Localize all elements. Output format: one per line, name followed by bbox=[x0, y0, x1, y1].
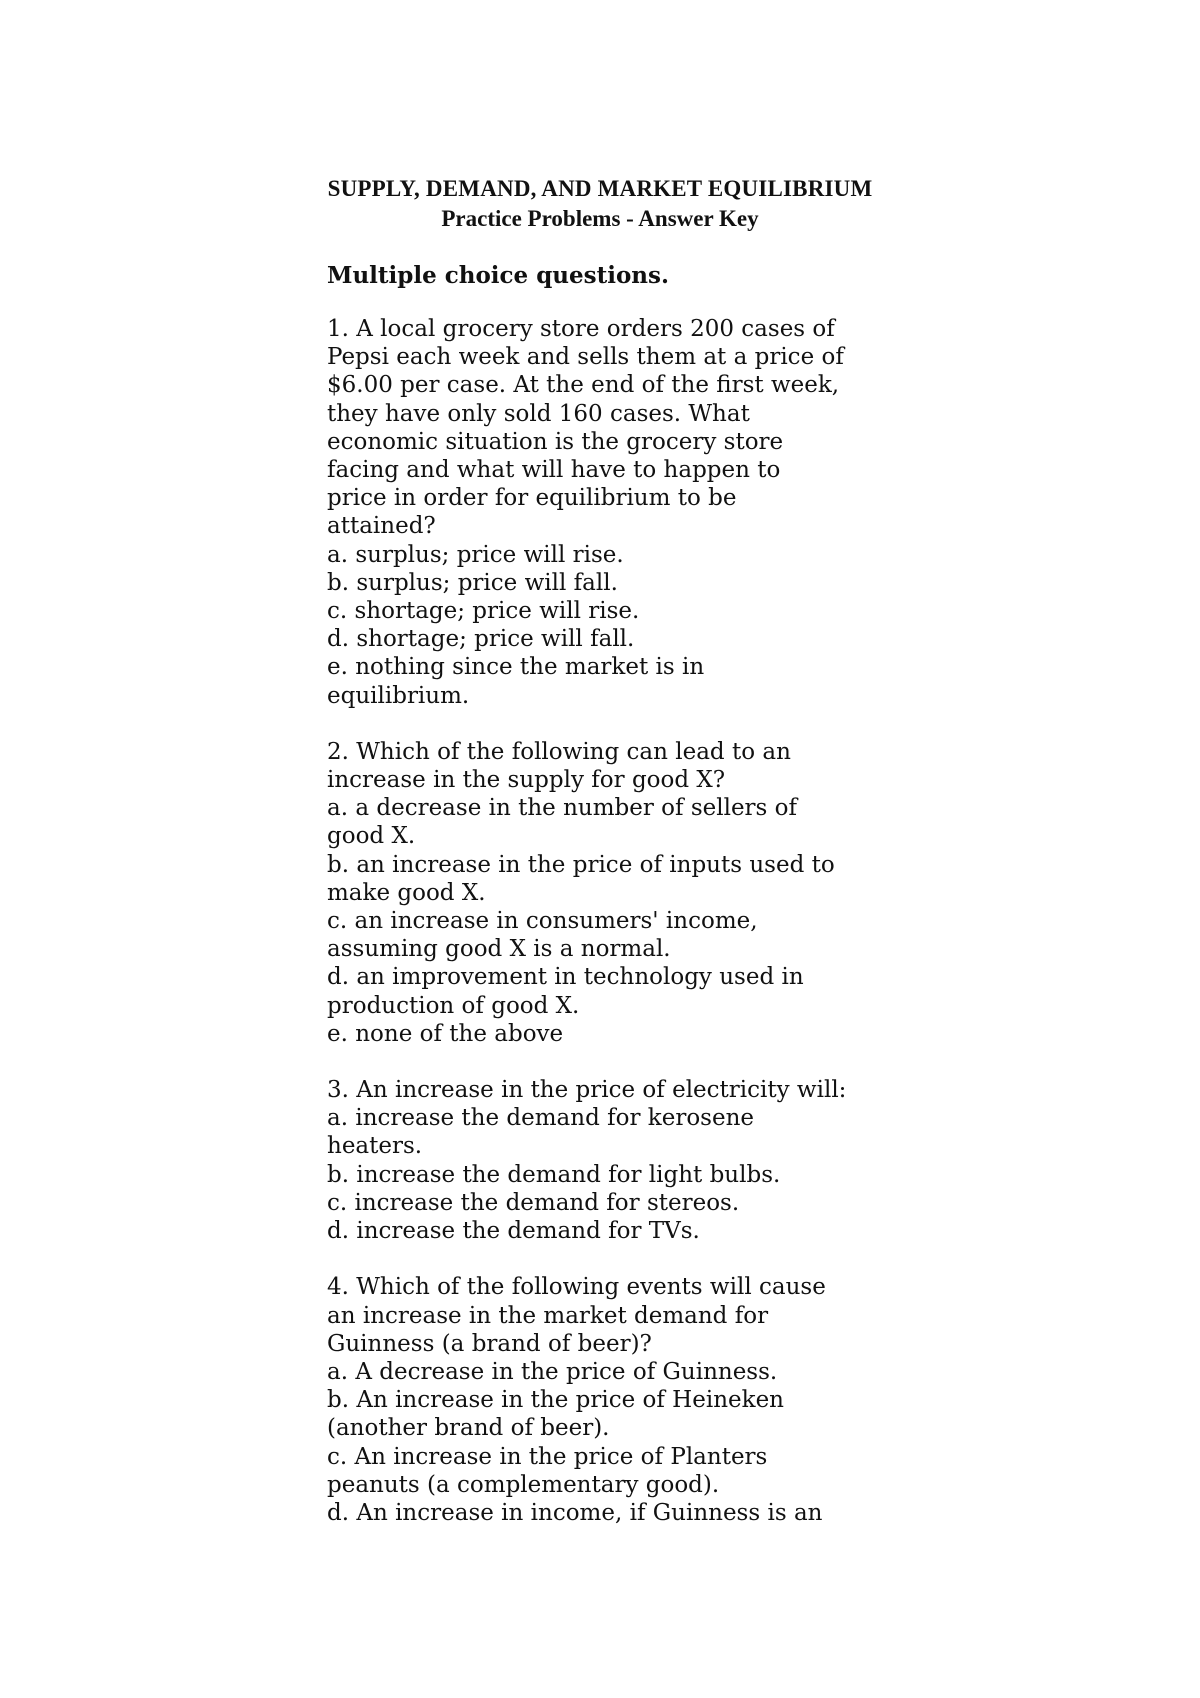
question-line: Pepsi each week and sells them at a price of bbox=[327, 344, 844, 371]
answer-option: make good X. bbox=[327, 879, 486, 906]
question-line: increase in the supply for good X? bbox=[327, 767, 726, 794]
question-line: they have only sold 160 cases. What bbox=[327, 400, 750, 427]
answer-option: a. a decrease in the number of sellers of bbox=[327, 795, 798, 822]
question-line: price in order for equilibrium to be bbox=[327, 485, 737, 512]
answer-option: d. An increase in income, if Guinness is an bbox=[327, 1499, 823, 1526]
answer-option: b. An increase in the price of Heineken bbox=[327, 1387, 784, 1414]
question-line: facing and what will have to happen to bbox=[327, 457, 781, 484]
answer-option: d. an improvement in technology used in bbox=[327, 964, 804, 991]
answer-option: c. shortage; price will rise. bbox=[327, 598, 640, 625]
question-3 bbox=[327, 1076, 987, 1245]
section-heading: Multiple choice questions. bbox=[327, 262, 669, 289]
answer-option: good X. bbox=[327, 823, 416, 850]
answer-option: production of good X. bbox=[327, 992, 580, 1019]
answer-option: equilibrium. bbox=[327, 682, 470, 709]
answer-option: d. increase the demand for TVs. bbox=[327, 1218, 700, 1245]
document-title: SUPPLY, DEMAND, AND MARKET EQUILIBRIUM bbox=[327, 176, 873, 201]
answer-option: a. surplus; price will rise. bbox=[327, 541, 624, 568]
document-body bbox=[327, 261, 987, 1555]
answer-option: a. increase the demand for kerosene bbox=[327, 1105, 755, 1132]
question-line: an increase in the market demand for bbox=[327, 1302, 769, 1329]
question-line: 2. Which of the following can lead to an bbox=[327, 738, 791, 765]
answer-option: d. shortage; price will fall. bbox=[327, 626, 635, 653]
answer-option: e. nothing since the market is in bbox=[327, 654, 705, 681]
question-line: 1. A local grocery store orders 200 cases of bbox=[327, 316, 835, 342]
question-line: Guinness (a brand of beer)? bbox=[327, 1330, 652, 1357]
answer-option: c. an increase in consumers' income, bbox=[327, 908, 758, 935]
question-4 bbox=[327, 1273, 987, 1527]
question-line: economic situation is the grocery store bbox=[327, 428, 784, 455]
question-line: 3. An increase in the price of electricity will: bbox=[327, 1077, 847, 1104]
answer-option: b. an increase in the price of inputs used to bbox=[327, 851, 835, 878]
answer-option: (another brand of beer). bbox=[327, 1415, 610, 1442]
question-line: 4. Which of the following events will cause bbox=[327, 1274, 826, 1301]
answer-option: e. none of the above bbox=[327, 1020, 564, 1047]
answer-option: heaters. bbox=[327, 1133, 423, 1160]
answer-option: c. An increase in the price of Planters bbox=[327, 1443, 768, 1470]
answer-option: a. A decrease in the price of Guinness. bbox=[327, 1358, 778, 1385]
answer-option: peanuts (a complementary good). bbox=[327, 1471, 720, 1498]
question-line: attained? bbox=[327, 513, 436, 540]
answer-option: c. increase the demand for stereos. bbox=[327, 1189, 740, 1216]
answer-option: b. increase the demand for light bulbs. bbox=[327, 1161, 781, 1188]
question-line: $6.00 per case. At the end of the first week, bbox=[327, 372, 840, 399]
document-subtitle: Practice Problems - Answer Key bbox=[441, 206, 759, 231]
question-1 bbox=[327, 315, 987, 710]
question-2 bbox=[327, 738, 987, 1048]
answer-option: assuming good X is a normal. bbox=[327, 936, 671, 963]
answer-option: b. surplus; price will fall. bbox=[327, 569, 618, 596]
document-header bbox=[0, 174, 1200, 234]
